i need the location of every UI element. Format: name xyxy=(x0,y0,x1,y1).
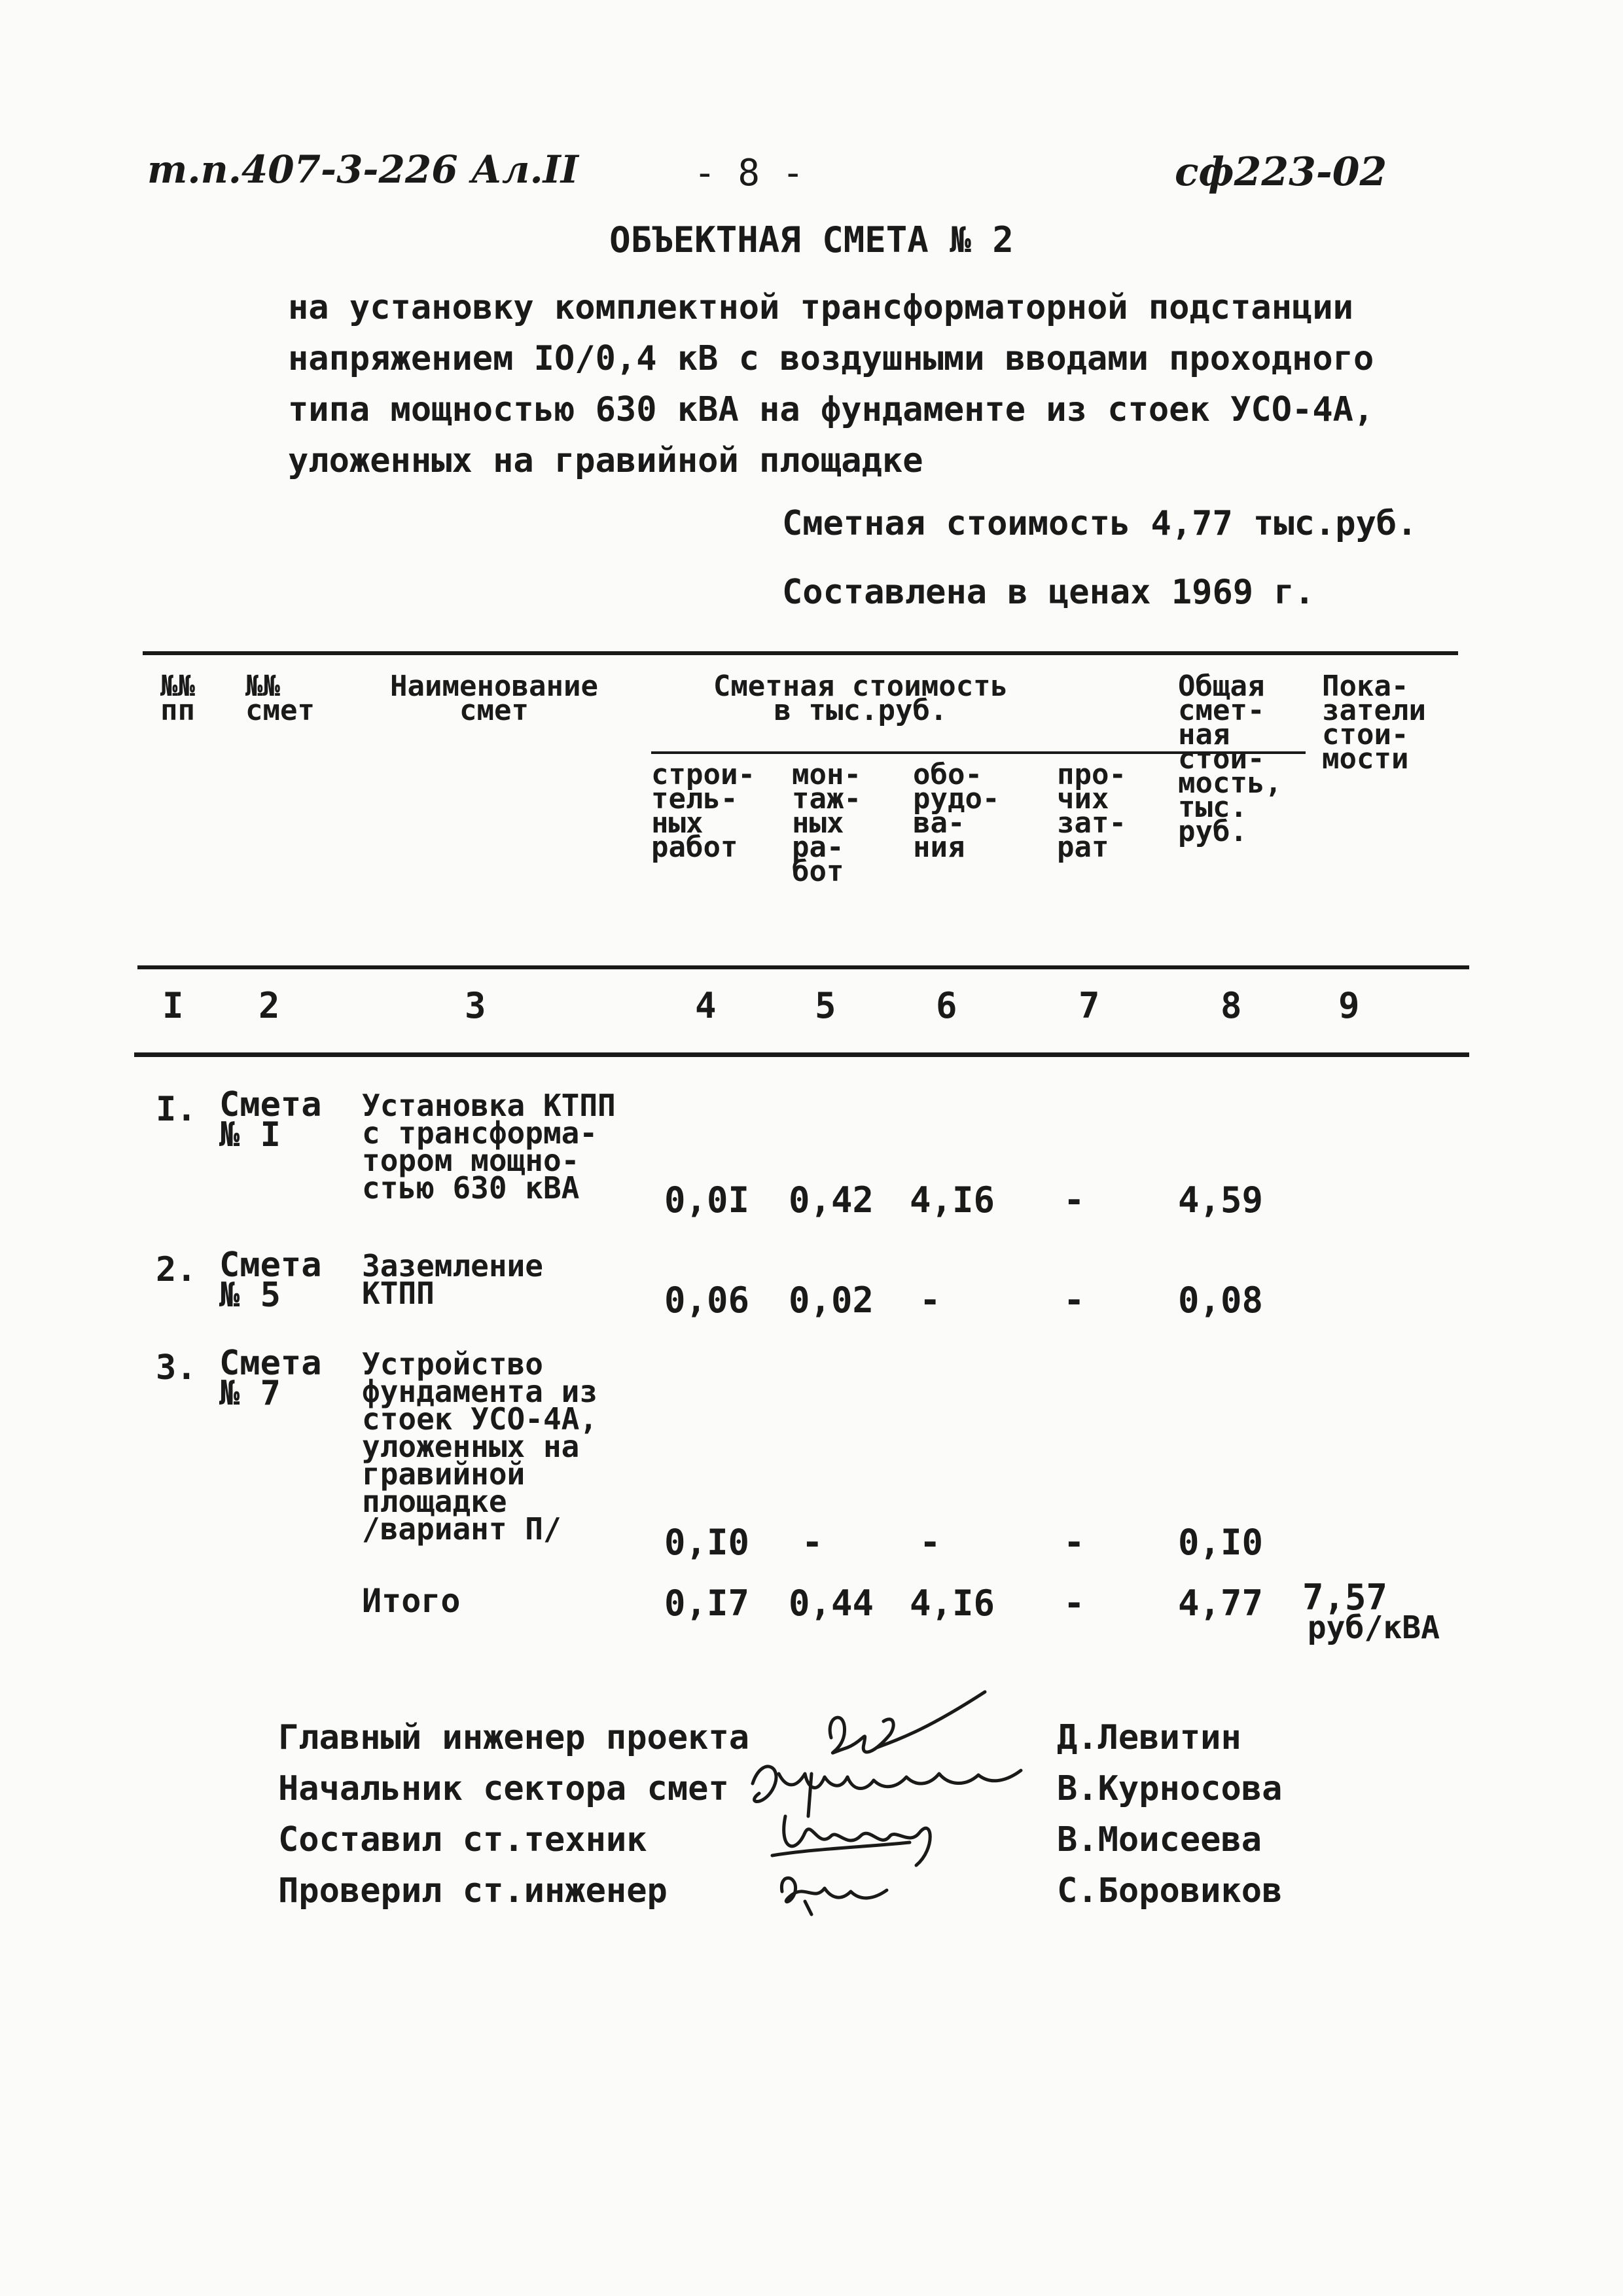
other-cost: - xyxy=(1063,1522,1085,1563)
signature-name: Д.Левитин xyxy=(1057,1718,1241,1757)
signature-role: Главный инженер проекта xyxy=(278,1718,750,1757)
total-cost: 0,I0 xyxy=(1178,1522,1264,1563)
header-bottom-rule xyxy=(137,965,1469,969)
subtitle-line: уложенных на гравийной площадке xyxy=(288,441,923,480)
signature-name: С.Боровиков xyxy=(1057,1871,1283,1910)
column-number: 9 xyxy=(1338,985,1360,1026)
other-cost-total: - xyxy=(1063,1583,1085,1624)
signature-name: В.Моисеева xyxy=(1057,1820,1262,1859)
column-number: 7 xyxy=(1079,985,1100,1026)
handwritten-signatures xyxy=(733,1676,1073,1924)
estimated-cost: Сметная стоимость 4,77 тыс.руб. xyxy=(782,504,1418,543)
construction-cost: 0,I0 xyxy=(664,1522,750,1563)
header-total-cost: Общая смет- ная стои- мость, тыс. руб. xyxy=(1178,670,1282,848)
construction-cost: 0,0I xyxy=(664,1179,750,1221)
header-other-costs: про- чих зат- рат xyxy=(1057,758,1126,864)
document-title: ОБЪЕКТНАЯ СМЕТА № 2 xyxy=(609,219,1014,260)
header-construction-works: строи- тель- ных работ xyxy=(651,758,755,864)
column-number: 4 xyxy=(695,985,717,1026)
column-number: 2 xyxy=(259,985,280,1026)
column-number: I xyxy=(162,985,184,1026)
equipment-cost-total: 4,I6 xyxy=(910,1583,995,1624)
column-number: 8 xyxy=(1221,985,1242,1026)
document-code-stamp: т.п.407-3-226 Ал.II xyxy=(147,147,579,192)
column-number: 3 xyxy=(465,985,486,1026)
row-number: I. xyxy=(156,1090,197,1129)
estimate-name: Устройство фундамента из стоек УСО-4А, уложенных на гравийной площадке /вариант П/ xyxy=(362,1346,598,1547)
table-top-rule xyxy=(143,651,1458,655)
subtitle-line: на установку комплектной трансформаторной подстанции xyxy=(288,288,1353,327)
header-estimate-number: №№ смет xyxy=(245,670,315,727)
signature-name: В.Курносова xyxy=(1057,1769,1283,1808)
subtitle-line: напряжением IO/0,4 кВ с воздушными вводами проходного xyxy=(288,339,1374,378)
estimate-ref: Смета № 5 xyxy=(219,1246,322,1315)
signature-role: Составил ст.техник xyxy=(278,1820,647,1859)
installation-cost: - xyxy=(802,1522,823,1563)
page-number: - 8 - xyxy=(694,152,804,194)
price-basis: Составлена в ценах 1969 г. xyxy=(782,573,1315,612)
estimate-name: Установка КТПП с трансформа- тором мощно- стью 630 кВА xyxy=(362,1088,616,1206)
total-cost: 0,08 xyxy=(1178,1280,1264,1321)
other-cost: - xyxy=(1063,1179,1085,1221)
construction-cost-total: 0,I7 xyxy=(664,1583,750,1624)
header-cost-indicators: Пока- затели стои- мости xyxy=(1322,670,1426,776)
header-estimate-name: Наименование смет xyxy=(390,670,598,727)
other-cost: - xyxy=(1063,1280,1085,1321)
total-cost: 4,59 xyxy=(1178,1179,1264,1221)
equipment-cost: - xyxy=(919,1280,941,1321)
signature-role: Проверил ст.инженер xyxy=(278,1871,668,1910)
estimate-ref: Смета № I xyxy=(219,1085,322,1155)
equipment-cost: 4,I6 xyxy=(910,1179,995,1221)
row-number: 3. xyxy=(156,1348,197,1388)
estimate-ref: Смета № 7 xyxy=(219,1344,322,1413)
signature-role: Начальник сектора смет xyxy=(278,1769,729,1808)
cost-indicator: 7,57 руб/кВА xyxy=(1302,1577,1440,1646)
column-number: 6 xyxy=(936,985,957,1026)
header-estimated-cost-group: Сметная стоимость в тыс.руб. xyxy=(713,670,1008,727)
header-installation-works: мон- таж- ных ра- бот xyxy=(792,758,861,888)
archive-code-stamp: сф223-02 xyxy=(1175,149,1387,195)
header-row-number: №№ пп xyxy=(160,670,195,727)
equipment-cost: - xyxy=(919,1522,941,1563)
subtitle-line: типа мощностью 630 кВА на фундаменте из стоек УСО-4А, xyxy=(288,390,1374,429)
column-number: 5 xyxy=(815,985,836,1026)
header-equipment: обо- рудо- ва- ния xyxy=(913,758,1000,864)
row-number: 2. xyxy=(156,1250,197,1289)
estimate-name: Заземление КТПП xyxy=(362,1248,543,1311)
installation-cost: 0,42 xyxy=(789,1179,874,1221)
installation-cost-total: 0,44 xyxy=(789,1583,874,1624)
construction-cost: 0,06 xyxy=(664,1280,750,1321)
total-cost-total: 4,77 xyxy=(1178,1583,1264,1624)
installation-cost: 0,02 xyxy=(789,1280,874,1321)
total-label: Итого xyxy=(362,1582,461,1620)
column-numbers-rule xyxy=(134,1052,1469,1057)
